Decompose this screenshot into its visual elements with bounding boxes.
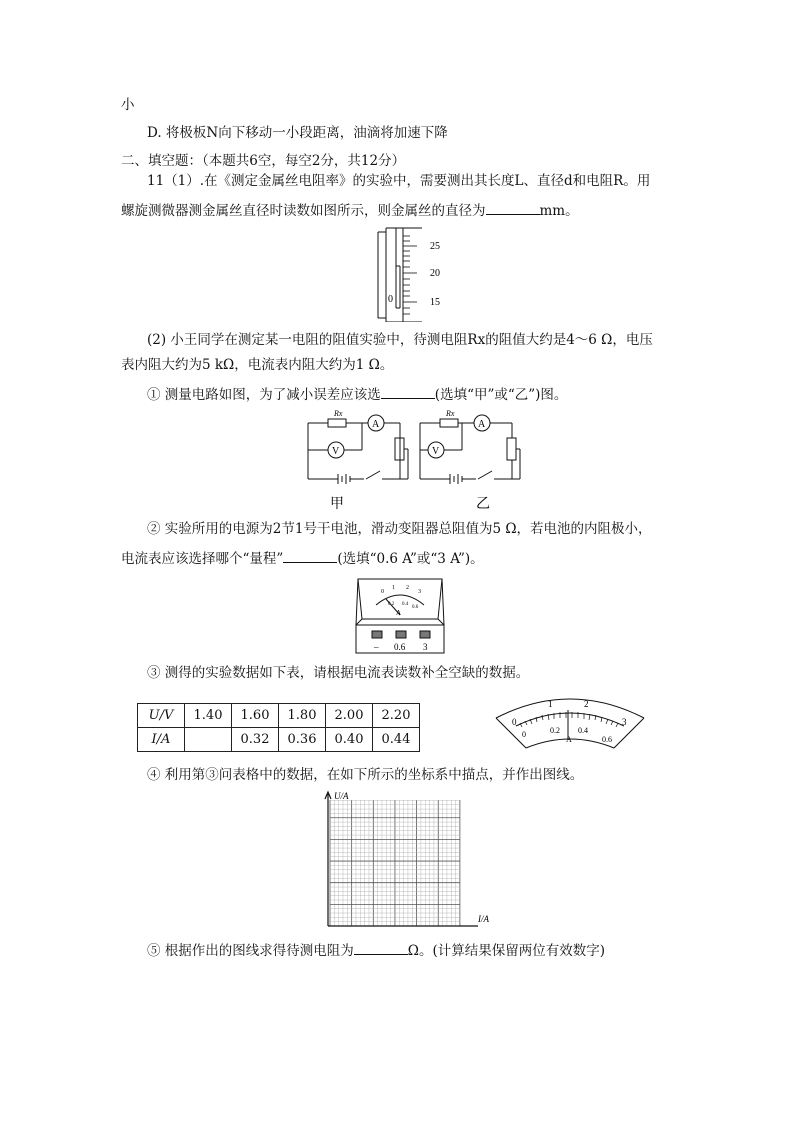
option-d: D. 将极板N向下移动一小段距离，油滴将加速下降 <box>147 125 448 141</box>
q11-line2-unit: mm。 <box>539 203 579 219</box>
q2-sub2b <box>121 548 484 568</box>
table-cell: 2.20 <box>373 704 420 728</box>
table-row-i <box>138 728 420 752</box>
circuit-jia <box>308 415 408 484</box>
dial-top-3: 3 <box>622 717 627 727</box>
ammeter-symbol-yi: A <box>478 419 486 430</box>
table-cell: 1.60 <box>232 704 279 728</box>
q2-sub4: ④ 利用第③问表格中的数据，在如下所示的坐标系中描点，并作出图线。 <box>147 767 584 783</box>
dial-top-2: 2 <box>584 699 589 709</box>
q2-line1: (2) 小王同学在测定某一电阻的阻值实验中，待测电阻Rx的阻值大约是4～6 Ω，电压 <box>147 332 653 348</box>
y-axis-label: U/A <box>334 791 349 801</box>
dial-top-0: 0 <box>512 717 517 727</box>
dial-unit: A <box>566 735 572 744</box>
table-cell: 0.36 <box>279 728 326 752</box>
box-scale-0: 0 <box>381 589 384 595</box>
box-scale-1: 1 <box>392 585 395 591</box>
q2-sub1-tail: (选填“甲”或“乙”)图。 <box>434 387 568 403</box>
micrometer-tick-25: 25 <box>430 241 440 252</box>
dial-bottom-04: 0.4 <box>578 726 588 735</box>
q2-sub2-text: 电流表应该选择哪个“量程” <box>121 551 284 567</box>
x-axis-label: I/A <box>478 914 489 924</box>
table-row-u <box>138 704 420 728</box>
q11-line2-text: 螺旋测微器测金属丝直径时读数如图所示，则金属丝的直径为 <box>121 203 486 219</box>
range-choice-blank[interactable] <box>283 548 337 563</box>
rx-label-yi: Rx <box>446 409 455 418</box>
continuation-text: 小 <box>121 97 135 113</box>
table-cell: 1.80 <box>279 704 326 728</box>
micrometer-tick-20: 20 <box>430 268 440 279</box>
rx-label-jia: Rx <box>334 409 343 418</box>
q2-sub5-tail: Ω。(计算结果保留两位有效数字) <box>407 943 606 959</box>
micrometer-tick-15: 15 <box>430 297 440 308</box>
voltmeter-symbol-yi: V <box>432 446 440 457</box>
q2-sub1 <box>147 384 567 404</box>
q2-sub2a: ② 实验所用的电源为2节1号干电池，滑动变阻器总阻值为5 Ω，若电池的内阻极小， <box>147 521 652 537</box>
box-scale-06: 0.6 <box>412 605 419 610</box>
terminal-minus: – <box>374 642 379 652</box>
q2-line2: 表内阻大约为5 kΩ，电流表内阻大约为1 Ω。 <box>121 357 394 373</box>
box-scale-02: 0.2 <box>388 602 395 607</box>
terminal-3: 3 <box>423 642 428 652</box>
diameter-blank[interactable] <box>486 200 540 215</box>
table-header-i: I/A <box>138 728 185 752</box>
table-header-u: U/V <box>138 704 185 728</box>
dial-bottom-06: 0.6 <box>602 735 612 744</box>
label-yi: 乙 <box>476 497 490 512</box>
table-cell-missing[interactable] <box>185 728 232 752</box>
label-jia: 甲 <box>330 497 344 512</box>
circuit-choice-blank[interactable] <box>381 384 435 399</box>
table-cell: 0.40 <box>326 728 373 752</box>
q2-sub5 <box>147 940 605 960</box>
box-scale-04: 0.4 <box>402 602 409 607</box>
ammeter-symbol-jia: A <box>372 419 380 430</box>
micrometer-zero: 0 <box>388 294 393 305</box>
data-table <box>137 703 420 752</box>
q2-sub5-text: ⑤ 根据作出的图线求得待测电阻为 <box>147 943 354 959</box>
table-cell: 2.00 <box>326 704 373 728</box>
q11-line2 <box>121 200 579 220</box>
box-unit: A <box>396 609 402 617</box>
resistance-blank[interactable] <box>354 940 408 955</box>
coordinate-grid[interactable] <box>318 788 498 930</box>
q2-sub3: ③ 测得的实验数据如下表，请根据电流表读数补全空缺的数据。 <box>147 665 530 681</box>
voltmeter-symbol-jia: V <box>332 446 340 457</box>
section-title: 二、填空题：（本题共6空，每空2分，共12分） <box>121 153 406 169</box>
ammeter-box-figure <box>350 575 450 657</box>
ammeter-dial-figure <box>492 690 648 760</box>
table-cell: 0.44 <box>373 728 420 752</box>
dial-bottom-0: 0 <box>522 730 526 739</box>
circuit-diagrams <box>300 405 530 515</box>
q2-sub1-text: ① 测量电路如图，为了减小误差应该选 <box>147 387 381 403</box>
q2-sub2-tail: (选填“0.6 A”或“3 A”)。 <box>337 551 484 567</box>
dial-top-1: 1 <box>548 699 553 709</box>
box-scale-3: 3 <box>418 589 421 595</box>
q11-line1: 11（1）.在《测定金属丝电阻率》的实验中，需要测出其长度L、直径d和电阻R。用 <box>147 173 651 189</box>
table-cell: 0.32 <box>232 728 279 752</box>
box-scale-2: 2 <box>406 585 409 591</box>
terminal-06: 0.6 <box>394 642 406 652</box>
micrometer-figure <box>370 226 450 322</box>
dial-bottom-02: 0.2 <box>550 726 560 735</box>
table-cell: 1.40 <box>185 704 232 728</box>
